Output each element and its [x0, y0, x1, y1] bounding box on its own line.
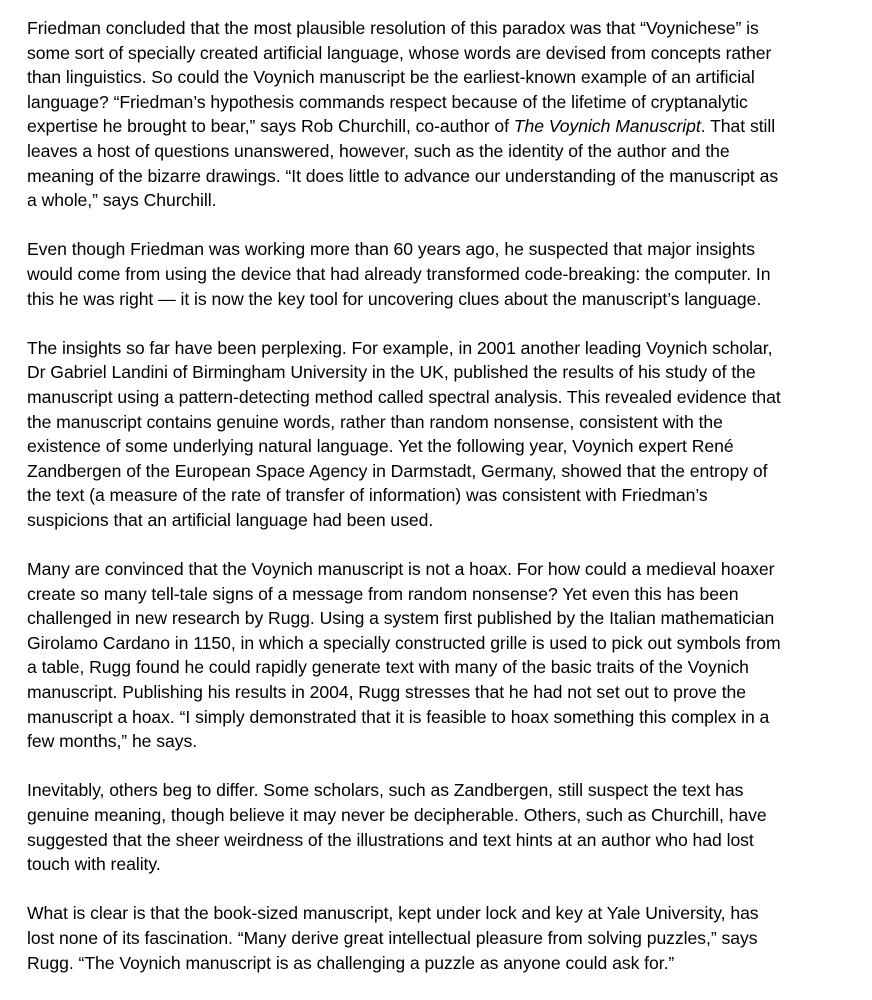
text-line: What is clear is that the book-sized manuscript, kept under lock and key at Yale University, has: [27, 903, 759, 924]
text-line: create so many tell-tale signs of a message from random nonsense? Yet even this has been: [27, 583, 739, 604]
text-line: touch with reality.: [27, 854, 161, 875]
article-body: [27, 16, 872, 1000]
paragraph: [27, 16, 872, 213]
text-line: this he was right — it is now the key tool for uncovering clues about the manuscript’s language.: [27, 288, 762, 309]
text-line: challenged in new research by Rugg. Using a system first published by the Italian mathematician: [27, 608, 775, 629]
text-line: than linguistics. So could the Voynich manuscript be the earliest-known example of an artificial: [27, 67, 755, 88]
text-line: lost none of its fascination. “Many derive great intellectual pleasure from solving puzzles,” says: [27, 927, 758, 948]
text-line: genuine meaning, though believe it may never be decipherable. Others, such as Churchill, have: [27, 805, 767, 825]
text-line: leaves a host of questions unanswered, however, such as the identity of the author and the: [27, 140, 730, 161]
paragraph: [27, 237, 872, 311]
text-segment: . That still: [700, 116, 776, 137]
text-line: would come from using the device that had already transformed code-breaking: the computer. In: [27, 263, 771, 284]
text-line: few months,” he says.: [27, 731, 198, 752]
paragraph: [27, 336, 872, 533]
text-line: Even though Friedman was working more than 60 years ago, he suspected that major insights: [27, 239, 756, 260]
text-line: Dr Gabriel Landini of Birmingham University in the UK, published the results of his study of the: [27, 362, 756, 383]
text-line: Friedman concluded that the most plausible resolution of this paradox was that “Voynichese” is: [27, 18, 759, 38]
text-line: a whole,” says Churchill.: [27, 190, 217, 211]
text-line: manuscript. Publishing his results in 2004, Rugg stresses that he had not set out to prove the: [27, 682, 747, 703]
text-line: Many are convinced that the Voynich manuscript is not a hoax. For how could a medieval hoaxer: [27, 559, 775, 580]
text-segment: expertise he brought to bear,” says Rob Churchill, co-author of: [27, 116, 514, 137]
text-line: Inevitably, others beg to differ. Some scholars, such as Zandbergen, still suspect the text has: [27, 780, 744, 801]
text-line: [27, 114, 872, 139]
text-line: Zandbergen of the European Space Agency in Darmstadt, Germany, showed that the entropy of: [27, 460, 768, 481]
text-line: a table, Rugg found he could rapidly generate text with many of the basic traits of the Voynich: [27, 657, 749, 678]
text-line: suggested that the sheer weirdness of the illustrations and text hints at an author who had lost: [27, 829, 754, 850]
text-line: the text (a measure of the rate of transfer of information) was consistent with Friedman’s: [27, 485, 708, 506]
text-line: language? “Friedman’s hypothesis commands respect because of the lifetime of cryptanalytic: [27, 91, 748, 112]
text-line: some sort of specially created artificial language, whose words are devised from concepts rather: [27, 42, 772, 63]
text-line: existence of some underlying natural language. Yet the following year, Voynich expert René: [27, 436, 734, 457]
text-line: The insights so far have been perplexing. For example, in 2001 another leading Voynich scholar,: [27, 337, 773, 358]
text-line: meaning of the bizarre drawings. “It does little to advance our understanding of the manuscript as: [27, 165, 779, 186]
book-title: The Voynich Manuscript: [513, 116, 701, 137]
text-line: manuscript using a pattern-detecting method called spectral analysis. This revealed evidence that: [27, 386, 781, 407]
text-line: Girolamo Cardano in 1150, in which a specially constructed grille is used to pick out symbols from: [27, 632, 781, 653]
text-line: Rugg. “The Voynich manuscript is as challenging a puzzle as anyone could ask for.”: [27, 952, 675, 973]
text-line: manuscript a hoax. “I simply demonstrated that it is feasible to hoax something this complex in a: [27, 706, 770, 727]
text-line: the manuscript contains genuine words, rather than random nonsense, consistent with the: [27, 411, 723, 432]
paragraph: [27, 901, 872, 975]
text-line: suspicions that an artificial language had been used.: [27, 509, 434, 530]
paragraph: [27, 778, 872, 876]
paragraph: [27, 557, 872, 754]
